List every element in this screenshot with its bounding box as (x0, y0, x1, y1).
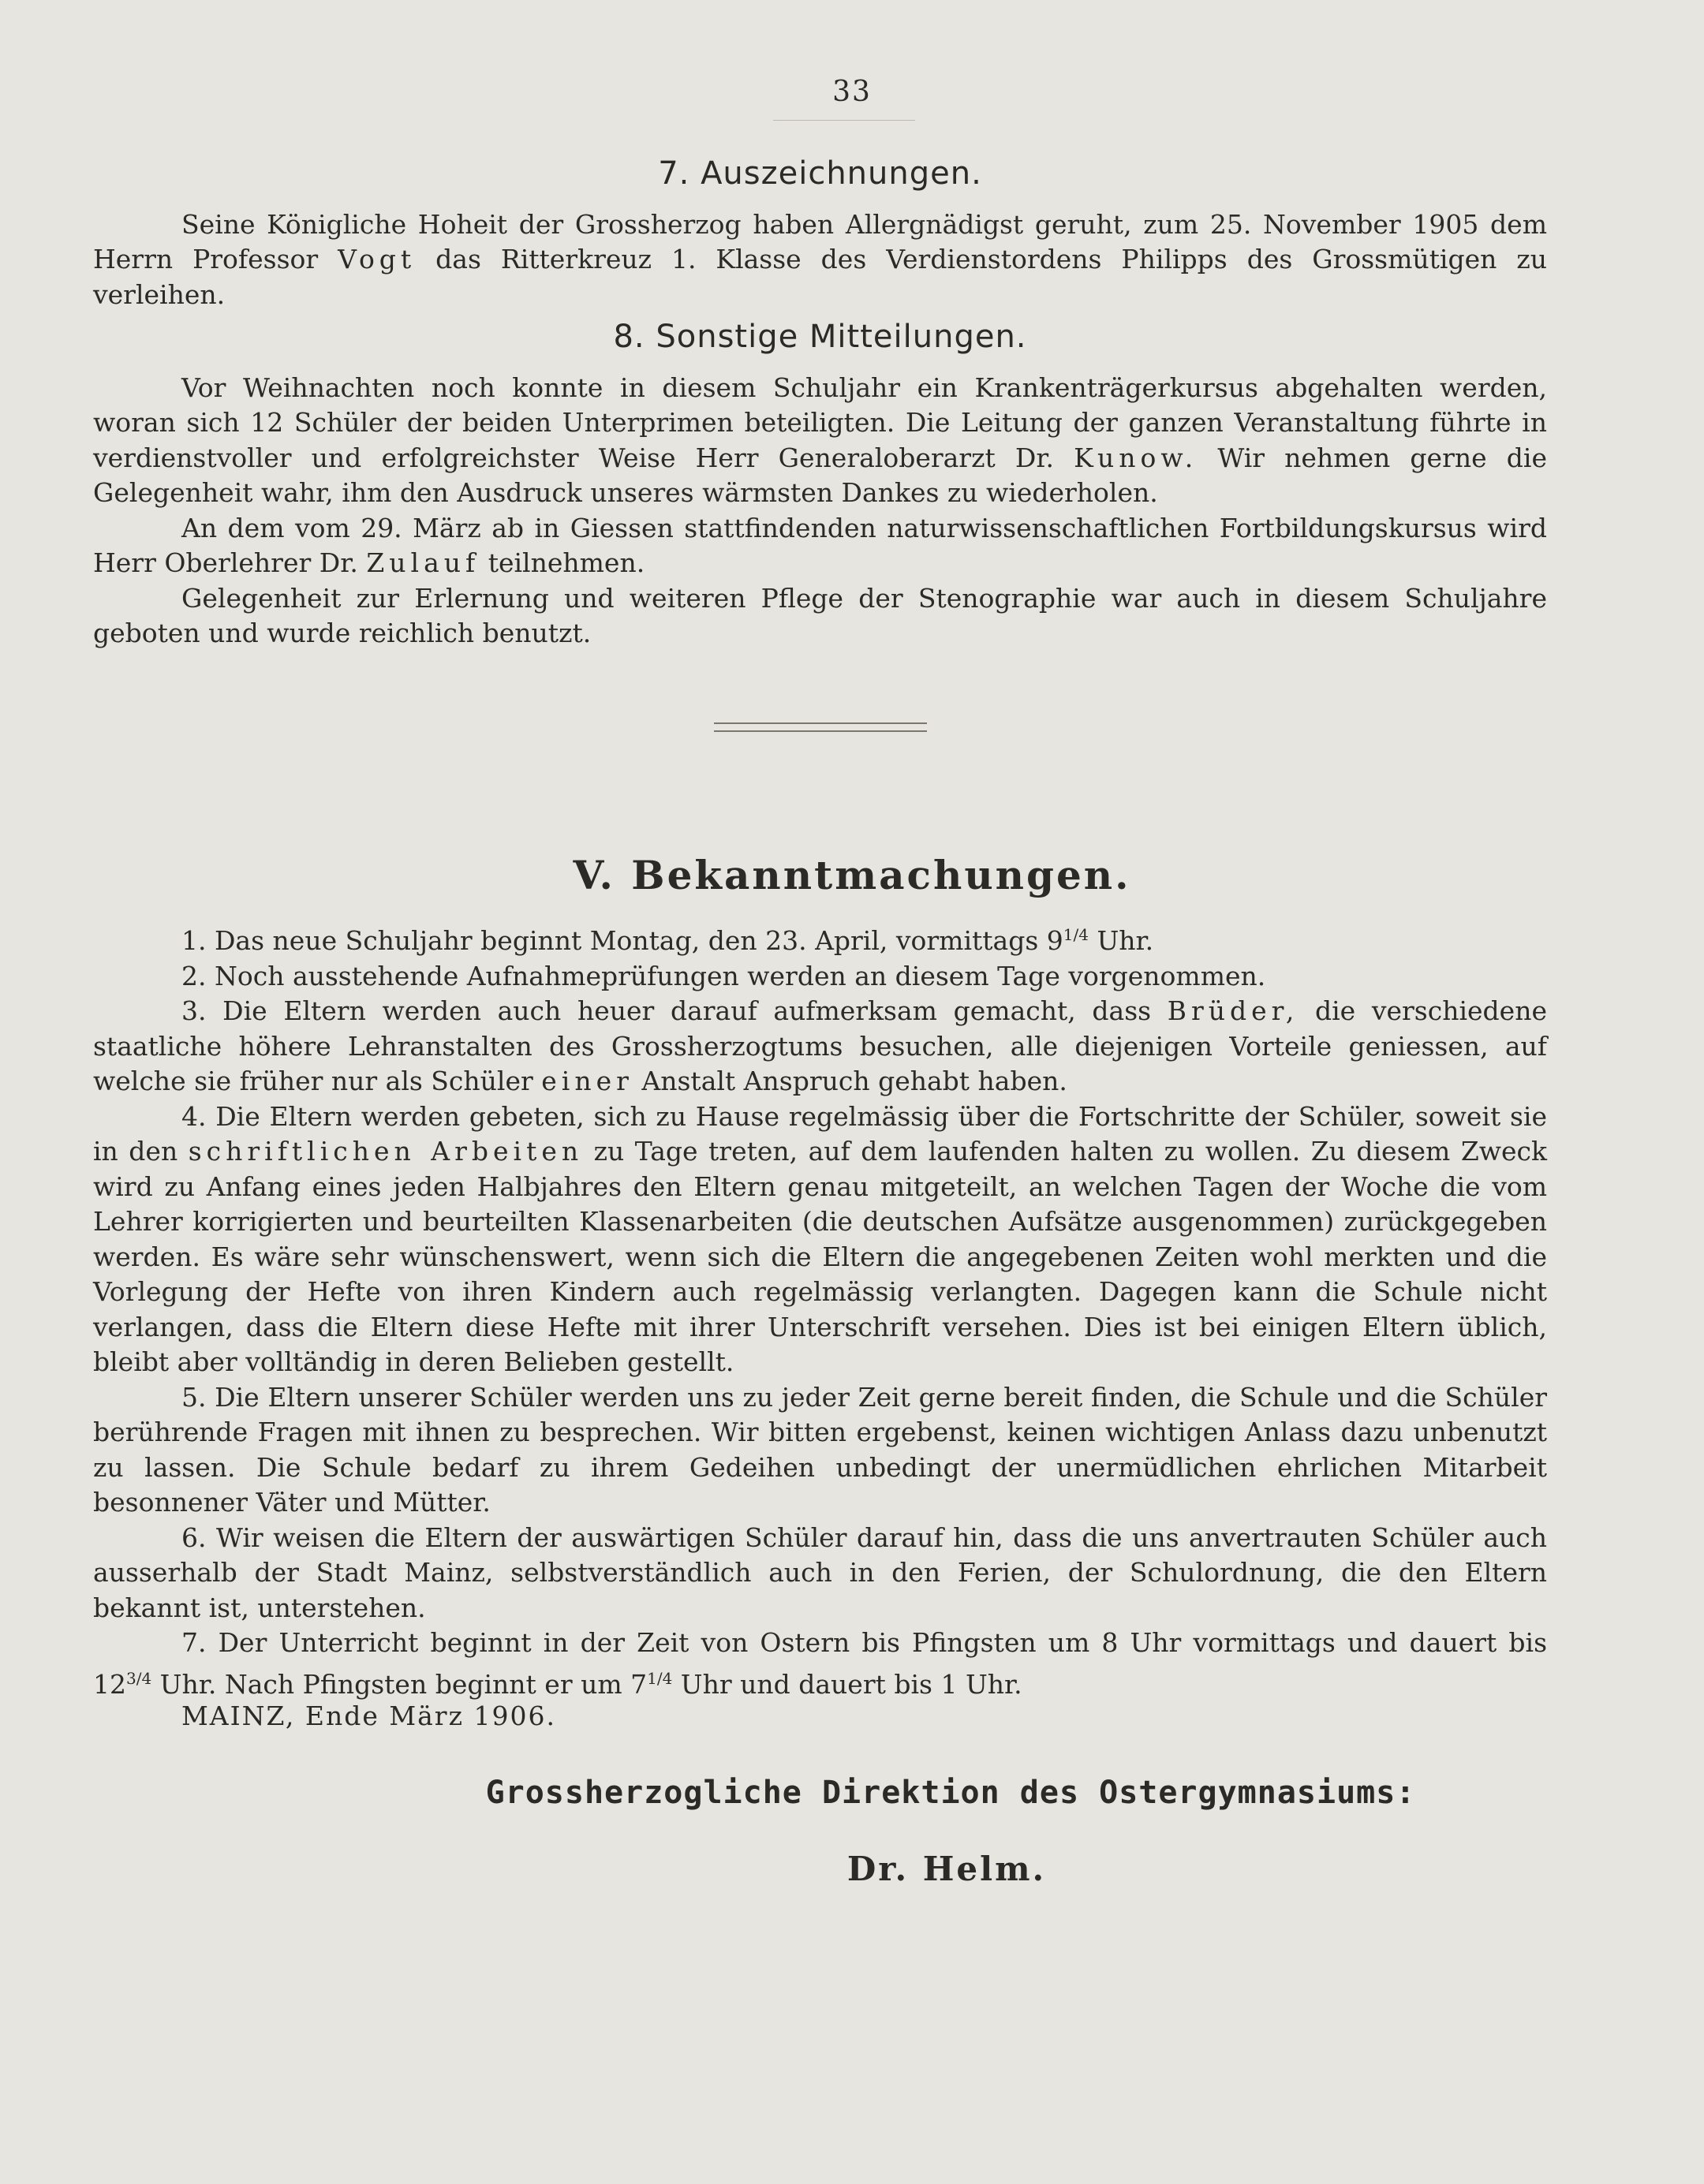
text-run: 4. Die Eltern werden gebeten, sich zu Hause regelmässig über die Fortschritte der Schüler, soweit sie in den (93, 1100, 1547, 1167)
section-7-heading: 7. Auszeichnungen. (658, 155, 982, 192)
text-run: Uhr. (1088, 925, 1154, 956)
text-run: Seine Königliche Hoheit der Grossherzog haben Allergnädigst geruht, zum 25. November 1905 dem Herrn Professor (93, 208, 1547, 274)
text-run: An dem vom 29. März ab in Giessen stattfindenden naturwissenschaftlichen Fortbildungskursus wird Herr Oberlehrer Dr. (93, 512, 1547, 578)
spaced-word: Brüder, (1167, 995, 1299, 1026)
signature-institution: Grossherzogliche Direktion des Ostergymnasiums: (485, 1775, 1416, 1811)
section-v-heading: V. Bekanntmachungen. (573, 852, 1131, 898)
text-run: 1. Das neue Schuljahr beginnt Montag, den 23. April, vormittags 9 (181, 925, 1063, 956)
text-run: das Ritterkreuz 1. Klasse des Verdienstordens Philipps des Grossmütigen zu verleihen. (93, 244, 1547, 310)
list-item-3 (93, 994, 1547, 1099)
section-7-paragraph (93, 207, 1547, 313)
list-item-2: 2. Noch ausstehende Aufnahmeprüfungen werden an diesem Tage vorgenommen. (181, 960, 1266, 991)
list-item-5: 5. Die Eltern unserer Schüler werden uns zu jeder Zeit gerne bereit finden, die Schule und die Schüler berührende Fragen mit ihnen zu besprechen. Wir bitten ergebenst, keinen wichtigen Anlass dazu unbenutzt zu lassen. Die Schule bedarf zu ihrem Gedeihen unbedingt der unermüdlichen ehrlichen Mitarbeit besonnener Väter und Mütter. (93, 1381, 1547, 1518)
list-item-6: 6. Wir weisen die Eltern der auswärtigen Schüler darauf hin, dass die uns anvertrauten Schüler auch ausserhalb der Stadt Mainz, selbstverständlich auch in den Ferien, der Schulordnung, die den Eltern bekannt ist, unterstehen. (93, 1521, 1547, 1623)
spaced-name: Vogt (338, 244, 417, 274)
spaced-word: einer (541, 1066, 633, 1096)
place-date: MAINZ, Ende März 1906. (181, 1701, 556, 1731)
list-item-4 (93, 1099, 1547, 1380)
section-8-paragraph-3: Gelegenheit zur Erlernung und weiteren Pflege der Stenographie war auch in diesem Schuljahre geboten und wurde reichlich benutzt. (93, 582, 1547, 648)
section-8 (93, 319, 1547, 651)
spaced-name: Zulauf (366, 547, 480, 578)
list-item-7 (93, 1626, 1547, 1702)
text-run: Vor Weihnachten noch konnte in diesem Schuljahr ein Krankenträgerkursus abgehalten werden, woran sich 12 Schüler der beiden Unterprimen beteiligten. Die Leitung der ganzen Veranstaltung führte in verdienstvoller und erfolgreichster Weise Herr Generaloberarzt Dr. (93, 371, 1547, 473)
text-run: Wir nehmen gerne die Gelegenheit wahr, ihm den Ausdruck unseres wärmsten Dankes zu wiederholen. (93, 442, 1547, 508)
fraction: 3/4 (126, 1668, 152, 1688)
section-7 (93, 156, 1547, 312)
page-number-rule (773, 120, 915, 121)
fraction: 1/4 (1063, 925, 1089, 944)
section-8-heading: 8. Sonstige Mitteilungen. (613, 319, 1027, 355)
section-v-list (93, 917, 1547, 1702)
text-run: Uhr und dauert bis 1 Uhr. (672, 1668, 1022, 1700)
text-run: die verschiedene staatliche höhere Lehranstalten des Grossherzogtums besuchen, alle diejenigen Vorteile geniessen, auf welche sie früher nur als Schüler (93, 995, 1547, 1096)
section-8-paragraph-1 (93, 371, 1547, 511)
text-run: zu Tage treten, auf dem laufenden halten zu wollen. Zu diesem Zweck wird zu Anfang eines jeden Halbjahres den Eltern genau mitgeteilt, an welchen Tagen der Woche die vom Lehrer korrigierten und beurteilten Klassenarbeiten (die deutschen Aufsätze ausgenommen) zurückgegeben werden. Es wäre sehr wünschenswert, wenn sich die Eltern die angegebenen Zeiten wohl merkten und die Vorlegung der Hefte von ihren Kindern auch regelmässig verlangten. Dagegen kann die Schule nicht verlangen, dass die Eltern diese Hefte mit ihrer Unterschrift versehen. Dies ist bei einigen Eltern üblich, bleibt aber volltändig in deren Belieben gestellt. (93, 1136, 1548, 1377)
spaced-name: Kunow. (1074, 442, 1198, 473)
text-run: 7. Der Unterricht beginnt in der Zeit von Ostern bis Pfingsten um 8 Uhr vormittags und dauert bis 12 (93, 1627, 1547, 1700)
text-run: 3. Die Eltern werden auch heuer darauf aufmerksam gemacht, dass (181, 995, 1168, 1026)
section-divider (714, 722, 927, 732)
page-number: 33 (832, 76, 872, 108)
signature-name: Dr. Helm. (846, 1850, 1047, 1888)
section-8-paragraph-2 (93, 511, 1547, 581)
text-run: Uhr. Nach Pfingsten beginnt er um 7 (151, 1668, 648, 1700)
text-run: teilnehmen. (480, 547, 645, 578)
text-run: Anstalt Anspruch gehabt haben. (633, 1066, 1067, 1096)
spaced-word: schriftlichen Arbeiten (188, 1136, 584, 1167)
list-item-1 (93, 917, 1547, 959)
fraction: 1/4 (647, 1668, 673, 1688)
